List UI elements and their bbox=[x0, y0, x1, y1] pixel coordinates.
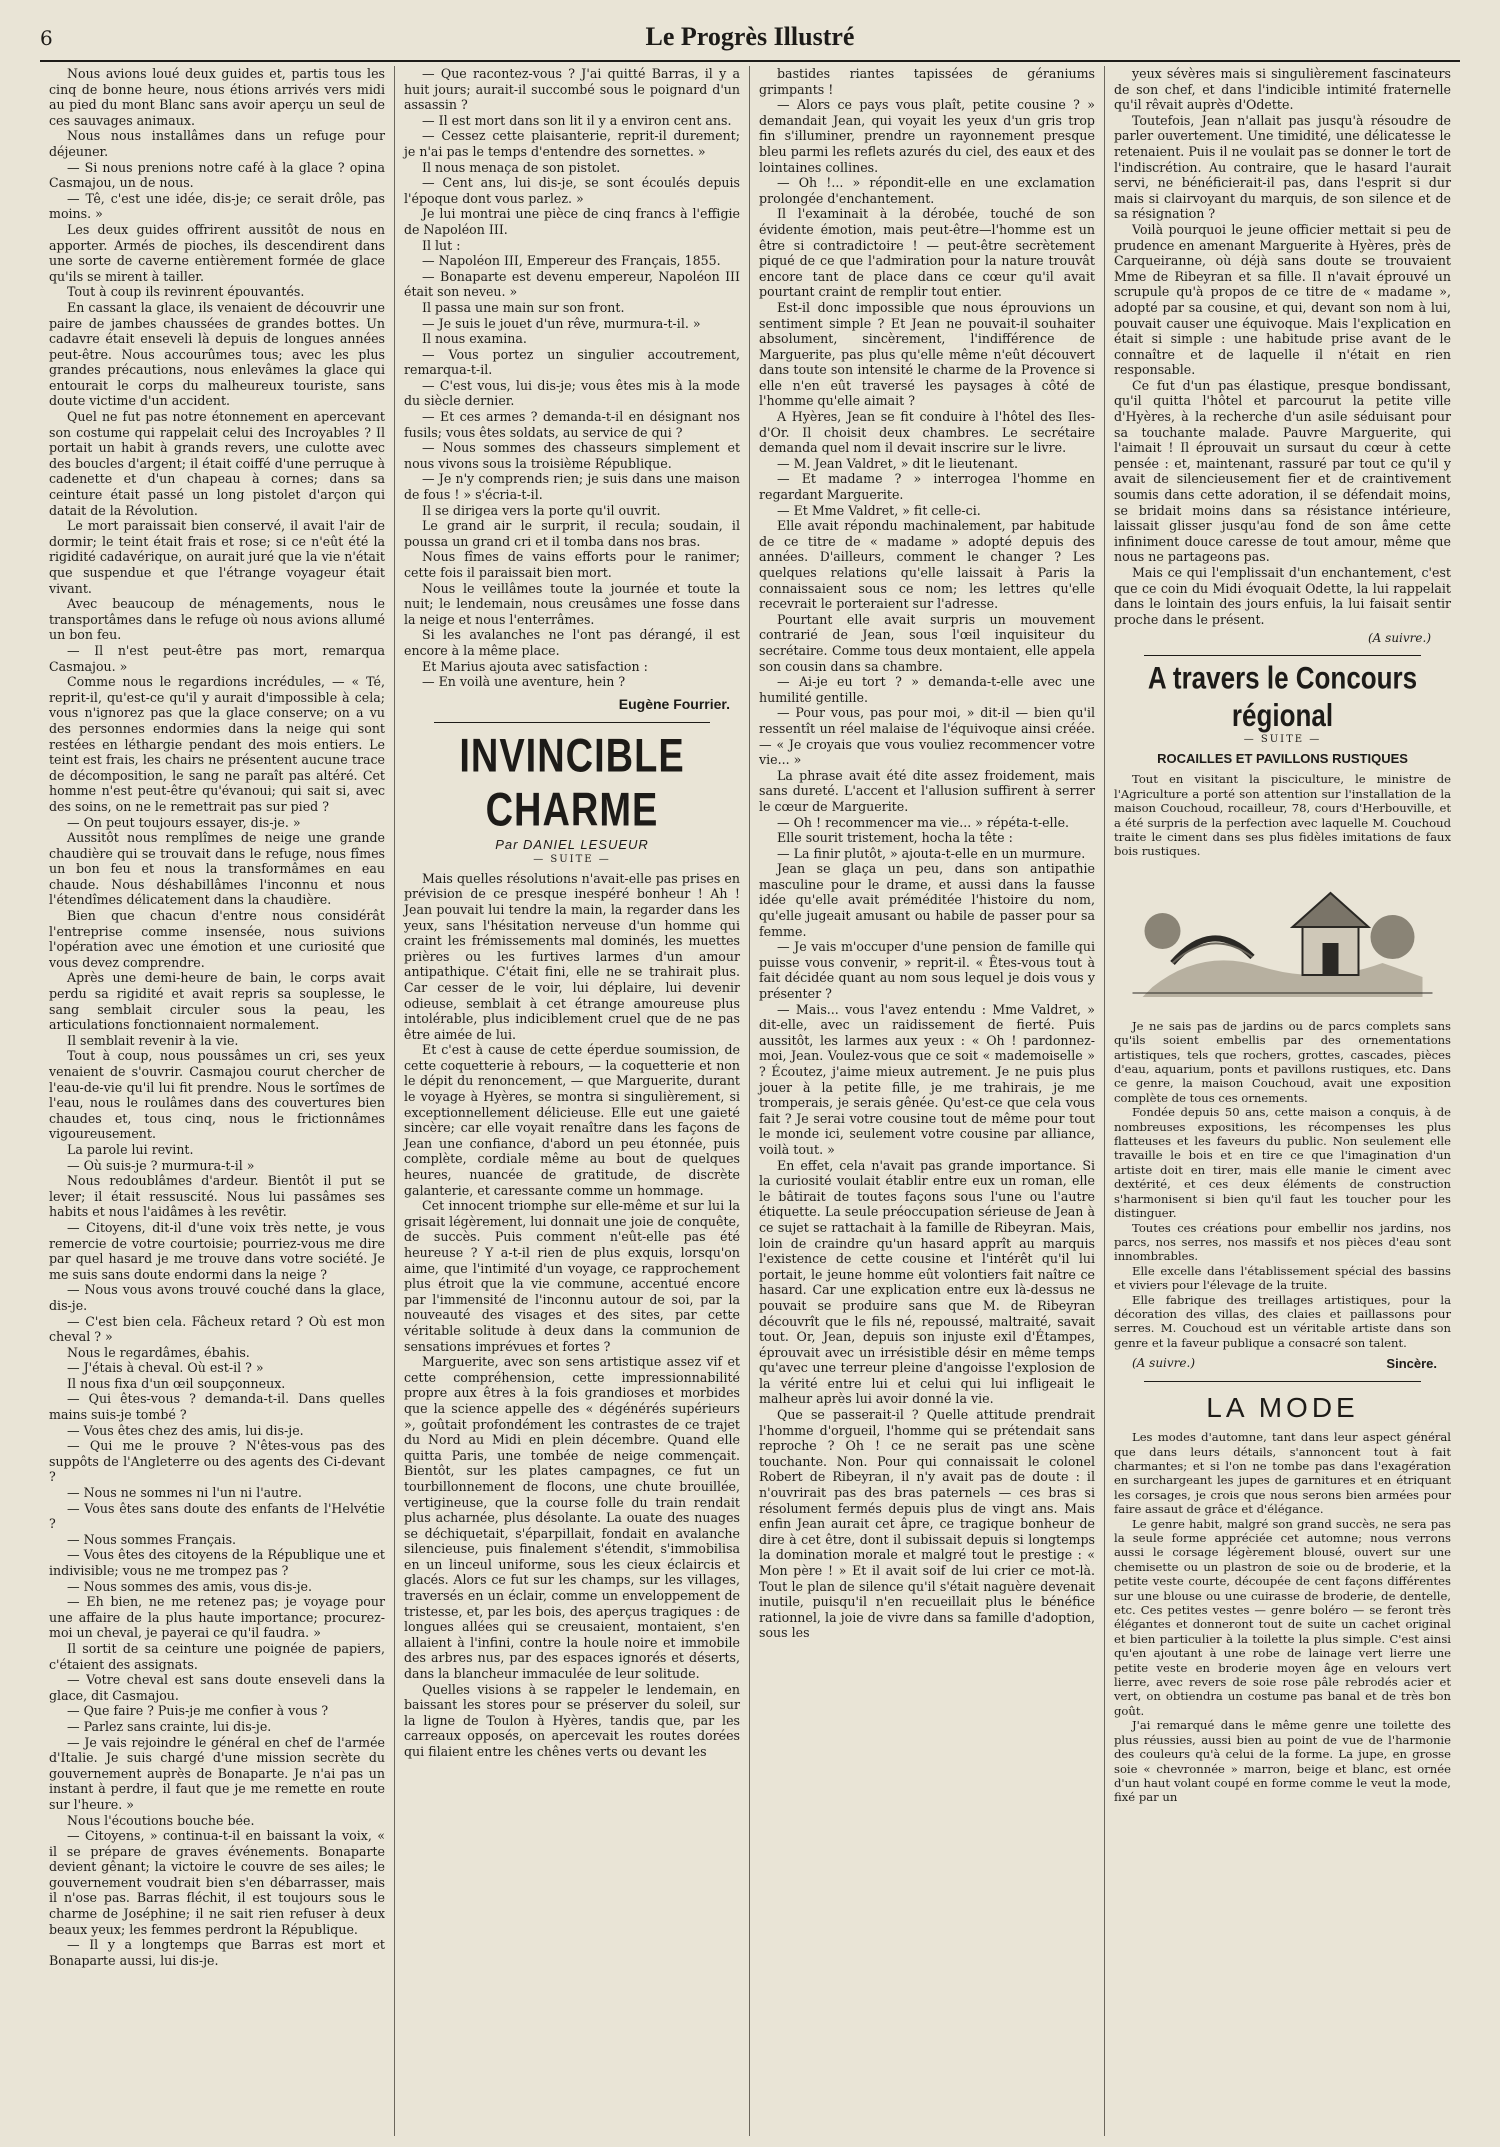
paragraph: Il sortit de sa ceinture une poignée de papiers, c'étaient des assignats. bbox=[49, 1640, 385, 1672]
paragraph: Nous fîmes de vains efforts pour le ranimer; cette fois il paraissait bien mort. bbox=[404, 549, 740, 580]
paragraph: — Vous êtes sans doute des enfants de l'Helvétie ? bbox=[49, 1500, 385, 1532]
paragraph: bastides riantes tapissées de géraniums grimpants ! bbox=[759, 66, 1095, 97]
paragraph: Et c'est à cause de cette éperdue soumission, de cette coquetterie à rebours, — la coquetterie et non le dépit du renoncement, — que Marguerite, durant le voyage à Hyères, se montra si singulièrement, si exceptionnellement délicieuse. Elle eut une gaieté sincère; car elle voyait renaître dans les façons de Jean une confiance, d'abord un peu étonnée, puis complète, cordiale même au bout de quelques heures, nuancée de gratitude, de discrète galanterie, et caressante comme un hommage. bbox=[404, 1042, 740, 1198]
subsection-title: ROCAILLES ET PAVILLONS RUSTIQUES bbox=[1157, 751, 1408, 767]
paragraph: Je lui montrai une pièce de cinq francs à l'effigie de Napoléon III. bbox=[404, 206, 740, 237]
paragraph: Avec beaucoup de ménagements, nous le transportâmes dans le refuge où nous avions allumé un bon feu. bbox=[49, 596, 385, 643]
paragraph: — Ai-je eu tort ? » demanda-t-elle avec une humilité gentille. bbox=[759, 674, 1095, 705]
divider bbox=[1144, 655, 1421, 656]
paragraph: Toutefois, Jean n'allait pas jusqu'à résoudre de parler ouvertement. Une timidité, une délicatesse le retenaient. Puis il ne voulait pas se donner le tort de l'indiscrétion. Au contraire, que le hasard l'aurait servi, ne bénéficierait-il pas, dans l'esprit si dur mais si clairvoyant du marquis, de son silence et de sa résignation ? bbox=[1114, 112, 1451, 222]
paragraph: — Eh bien, ne me retenez pas; je voyage pour une affaire de la plus haute importance; procurez-moi un cheval, je payerai ce qu'il faudra. » bbox=[49, 1594, 385, 1641]
paragraph: Nous le regardâmes, ébahis. bbox=[67, 1344, 250, 1360]
paragraph: Jean se glaça un peu, dans son antipathie masculine pour le drame, et aussi dans la fausse idée qu'elle avait préméditée l'histoire du nom, qu'elle jugeait amusant ou habile de passer pour sa femme. bbox=[759, 861, 1095, 939]
paragraph: Nous redoublâmes d'ardeur. Bientôt il put se lever; il était ressuscité. Nous lui passâmes ses habits et nous l'aidâmes à les revêtir. bbox=[49, 1173, 385, 1220]
paragraph: Cet innocent triomphe sur elle-même et sur lui la grisait légèrement, lui donnait une joie de conquête, de succès. Puis comment n'eût-elle pas été heureuse ? Y a-t-il rien de plus exquis, lorsqu'on aime, que l'intimité d'un voyage, ce rapprochement plus étroit que la vie commune, accentué encore par l'immensité de l'inconnu autour de soi, par la nouveauté des visages et des sites, par cette véritable solitude à deux dans la communion de sensations imprévues et fortes ? bbox=[404, 1198, 740, 1354]
paragraph: — Je vais rejoindre le général en chef de l'armée d'Italie. Je suis chargé d'une mission secrète du gouvernement auprès de Bonaparte. Je n'ai pas un instant à perdre, il faut que je me remette en route sur l'heure. » bbox=[49, 1734, 385, 1812]
paragraph: Quelles visions à se rappeler le lendemain, en baissant les stores pour se préserver du soleil, sur la ligne de Toulon à Hyères, tandis que, par les carreaux opposés, on apercevait les routes dorées qui filaient entre les chênes verts ou devant les bbox=[404, 1681, 740, 1759]
paragraph: — Nous sommes Français. bbox=[67, 1531, 237, 1547]
paragraph: — Je n'y comprends rien; je suis dans une maison de fous ! » s'écria-t-il. bbox=[404, 471, 740, 503]
mode-text bbox=[1114, 1430, 1451, 1805]
paragraph: — Et madame ? » interrogea l'homme en regardant Marguerite. bbox=[759, 471, 1095, 503]
paragraph: — Citoyens, » continua-t-il en baissant la voix, « il se prépare de graves événements. Bonaparte devient gênant; la victoire le couvre de ses ailes; le gouvernement voudrait bien s'en débarrasser, mais il n'ose pas. Barras fléchit, il est toujours sous le charme de Joséphine; il ne sait rien refuser à deux beaux yeux; les femmes perdront la République. bbox=[49, 1828, 385, 1937]
paragraph: Le genre habit, malgré son grand succès, ne sera pas la seule forme appréciée cet automne; nous verrons aussi le corsage légèrement blousé, ouvert sur une chemisette ou un plastron de soie ou de broderie, et la petite veste courte, découpée de cent façons différentes sur une blouse ou une cuirasse de broderie, de dentelle, etc. Ces petites vestes — genre boléro — se feront très élégantes et donneront tout de suite un cachet original et bien particulier à la toilette la plus simple. C'est ainsi qu'en ajoutant à une robe de lainage vert lierre une petite veste en broderie moyen âge en velours vert lierre, avec revers de soie rose pâle rebrodés acier et vert, on obtiendra un costume pas banal et de très bon goût. bbox=[1114, 1516, 1451, 1718]
paragraph: — Il y a longtemps que Barras est mort et Bonaparte aussi, lui dis-je. bbox=[49, 1937, 385, 1968]
paragraph: Il nous fixa d'un œil soupçonneux. bbox=[67, 1375, 286, 1391]
paragraph: Nous nous installâmes dans un refuge pour déjeuner. bbox=[49, 128, 385, 159]
paragraph: Elle sourit tristement, hocha la tête : bbox=[777, 830, 1013, 846]
paragraph: Comme nous le regardions incrédules, — « Té, reprit-il, qu'est-ce qu'il y aurait d'impossible à cela; vous n'ignorez pas que la glace conserve; on a vu des personnes endormies dans la neige qui sont restées en léthargie pendant des mois entiers. Le teint est frais, les chairs ne présentent aucune trace de décomposition, le sang ne paraît pas altéré. Cet homme n'est peut-être qu'évanoui; qui sait si, avec des soins, on ne le remettrait pas sur pied ? bbox=[49, 674, 385, 814]
garden-pavilion-illustration bbox=[1114, 867, 1451, 1005]
paragraph: Que se passerait-il ? Quelle attitude prendrait l'homme d'orgueil, l'homme qui se prétendait sans reproche ? Oh ! ce ne serait pas une scène touchante. Non. Pour qui connaissait le colonel Robert de Ribeyran, il n'y avait pas de doute : il n'ouvrirait pas des bras paternels — ces bras si résolument fermés depuis plus de vingt ans. Mais enfin Jean aurait cet âpre, ce tragique bonheur de dire à cet être, dont il subissait depuis si longtemps la domination morale et malgré tout le prestige : « Mon père ! » Et il avait soif de lui crier ce mot-là. Tout le plan de silence qu'il s'était naguère devenait inutile, puisqu'il n'en recueillait plus le bénéfice rationnel, la joie de vivre dans sa famille d'adoption, sous les bbox=[759, 1407, 1095, 1641]
mode-title: LA MODE bbox=[1206, 1392, 1359, 1424]
paragraph: — Pour vous, pas pour moi, » dit-il — bien qu'il ressentît un réel malaise de l'équivoque ainsi créée. — « Je croyais que vous vouliez recommencer votre vie... » bbox=[759, 705, 1095, 768]
masthead-title: Le Progrès Illustré bbox=[645, 22, 855, 51]
paragraph: — M. Jean Valdret, » dit le lieutenant. bbox=[777, 455, 1018, 471]
paragraph: Il passa une main sur son front. bbox=[422, 299, 625, 315]
paragraph: Le grand air le surprit, il recula; soudain, il poussa un grand cri et il tomba dans nos bras. bbox=[404, 518, 740, 549]
byline: Par DANIEL LESUEUR bbox=[495, 836, 649, 852]
paragraph: — Bonaparte est devenu empereur, Napoléon III était son neveu. » bbox=[404, 268, 740, 300]
paragraph: — Nous sommes des amis, vous dis-je. bbox=[67, 1578, 312, 1594]
paragraph: — Il n'est peut-être pas mort, remarqua Casmajou. » bbox=[49, 642, 385, 674]
paragraph: — Oh !... » répondit-elle en une exclamation prolongée d'enchantement. bbox=[759, 175, 1095, 206]
paragraph: — Et Mme Valdret, » fit celle-ci. bbox=[777, 502, 981, 518]
paragraph: Elle avait répondu machinalement, par habitude de ce titre de « madame » adopté depuis des années. D'ailleurs, comment le changer ? Les quelques relations qu'elle laissait à Paris la connaissaient sous ce nom; les lettres qu'elle recevrait le porteraient sur l'adresse. bbox=[759, 518, 1095, 612]
to-be-continued: (A suivre.) bbox=[1132, 1356, 1195, 1371]
paragraph: — Parlez sans crainte, lui dis-je. bbox=[67, 1718, 272, 1734]
paragraph: — Je vais m'occuper d'une pension de famille qui puisse vous convenir, » reprit-il. « Êtes-vous tout à fait décidée quant au nom sous lequel je dois vous y présenter ? bbox=[759, 939, 1095, 1002]
paragraph: Nous avions loué deux guides et, partis tous les cinq de bonne heure, nous étions arrivés vers midi au pied du mont Blanc sans avoir aperçu un seul de ces sauvages animaux. bbox=[49, 66, 385, 128]
paragraph: Voilà pourquoi le jeune officier mettait si peu de prudence en amenant Marguerite à Hyères, près de Carqueiranne, où déjà sans doute se trouvaient Mme de Ribeyran et sa fille. Il n'avait éprouvé un scrupule qu'à propos de ce titre de « madame », adopté par sa cousine, et qui, devant son nom à lui, pouvait causer une équivoque. Mais l'explication en était si simple : une habitude prise avant de le connaître et de laquelle il n'était en rien responsable. bbox=[1114, 221, 1451, 378]
paragraph: — Vous portez un singulier accoutrement, remarqua-t-il. bbox=[404, 346, 740, 378]
paragraph: Aussitôt nous remplîmes de neige une grande chaudière qui se trouvait dans le refuge, nous fîmes un bon feu et nous la transformâmes en eau chaude. Nous déshabillâmes l'inconnu et nous l'étendîmes délicatement dans la chaudière. bbox=[49, 830, 385, 908]
paragraph: Les deux guides offrirent aussitôt de nous en apporter. Armés de pioches, ils descendirent dans une sorte de caverne entièrement formée de glace qu'ils se mirent à tailler. bbox=[49, 221, 385, 284]
paragraph: — Oh ! recommencer ma vie... » répéta-t-elle. bbox=[777, 814, 1070, 830]
paragraph: Pourtant elle avait surpris un mouvement contrarié de Jean, sous l'œil inquisiteur du secrétaire. Comme tous deux montaient, elle appela son cousin dans sa chambre. bbox=[759, 611, 1095, 674]
paragraph: Il l'examinait à la dérobée, touché de son évidente émotion, mais peut-être—l'homme est un être si contradictoire ! — peut-être secrètement piqué de ce que l'admiration pour la nature trouvât encore tant de place dans ce cœur qu'il avait pourtant craint de remplir tout entier. bbox=[759, 206, 1095, 300]
paragraph: Il nous menaça de son pistolet. bbox=[422, 159, 621, 175]
suite-mark: — SUITE — bbox=[1243, 734, 1322, 746]
paragraph: — Qui êtes-vous ? demanda-t-il. Dans quelles mains suis-je tombé ? bbox=[49, 1391, 385, 1423]
paragraph: — Cessez cette plaisanterie, reprit-il durement; je n'ai pas le temps d'entendre des sornettes. » bbox=[404, 128, 740, 159]
column-2 bbox=[395, 66, 750, 2136]
paragraph: — Je suis le jouet d'un rêve, murmura-t-il. » bbox=[422, 315, 701, 331]
paragraph: Je ne sais pas de jardins ou de parcs complets sans qu'ils soient embellis par des ornementations artistiques, tels que rochers, grottes, cascades, pièces d'eau, aquarium, ponts et pavillons rustiques, etc. Dans ce genre, la maison Couchoud, avait une exposition complète de tous ces ornements. bbox=[1114, 1018, 1451, 1105]
paragraph: yeux sévères mais si singulièrement fascinateurs de son chef, et dans l'indicible intimité fraternelle qu'il rêvait auprès d'Odette. bbox=[1114, 66, 1451, 113]
paragraph: — Qui me le prouve ? N'êtes-vous pas des suppôts de l'Angleterre ou des agents des Ci-devant ? bbox=[49, 1438, 385, 1485]
concours-intro bbox=[1114, 772, 1451, 858]
paragraph: Toutes ces créations pour embellir nos jardins, nos parcs, nos serres, nos massifs et nos pièces d'eau sont innombrables. bbox=[1114, 1220, 1451, 1264]
paragraph: Mais ce qui l'emplissait d'un enchantement, c'est que ce coin du Midi évoquait Odette, la lui rappelait dans le lointain des jours enfuis, la lui faisait sentir proche dans le présent. bbox=[1114, 565, 1451, 627]
paragraph: — Et ces armes ? demanda-t-il en désignant nos fusils; vous êtes soldats, au service de qui ? bbox=[404, 409, 740, 440]
paragraph: — Que faire ? Puis-je me confier à vous ? bbox=[67, 1703, 329, 1719]
author-signature: Eugène Fourrier. bbox=[618, 695, 730, 712]
column-1 bbox=[40, 66, 395, 2136]
paragraph: Elle excelle dans l'établissement spécial des bassins et viviers pour l'élevage de la truite. bbox=[1114, 1263, 1451, 1293]
paragraph: Tout à coup ils revinrent épouvantés. bbox=[67, 284, 305, 300]
paragraph: J'ai remarqué dans le même genre une toilette des plus réussies, aussi bien au point de vue de l'harmonie des couleurs qu'à celui de la forme. La jupe, en grosse soie « chevronnée » marron, beige et blanc, est ornée d'un haut volant coupé en forme comme le veut la mode, fixé par un bbox=[1114, 1718, 1451, 1805]
paragraph: Tout en visitant la pisciculture, le ministre de l'Agriculture a porté son attention sur l'installation de la maison Couchoud, rocailleur, 78, cours d'Herbouville, et a été surpris de la perfection avec laquelle M. Couchoud traite le ciment dans ses plus fidèles imitations de faux bois rustiques. bbox=[1114, 772, 1451, 859]
paragraph: Tout à coup, nous poussâmes un cri, ses yeux venaient de s'ouvrir. Casmajou courut chercher de l'eau-de-vie qu'il lui fit prendre. Nous le sortîmes de l'eau, nous le roulâmes dans des couvertures bien chaudes et, tous cinq, nous le frictionnâmes vigoureusement. bbox=[49, 1048, 385, 1142]
paragraph: — Que racontez-vous ? J'ai quitté Barras, il y a huit jours; aurait-il succombé sous le poignard d'un assassin ? bbox=[404, 66, 740, 113]
paragraph: — Nous vous avons trouvé couché dans la glace, dis-je. bbox=[49, 1282, 385, 1313]
concours-footer bbox=[1132, 1356, 1437, 1371]
paragraph: — Vous êtes chez des amis, lui dis-je. bbox=[67, 1422, 304, 1438]
paragraph: — Vous êtes des citoyens de la République une et indivisible; vous ne me trompez pas ? bbox=[49, 1547, 385, 1578]
paragraph: — Nous ne sommes ni l'un ni l'autre. bbox=[67, 1485, 302, 1501]
divider bbox=[1144, 1381, 1421, 1382]
paragraph: — Votre cheval est sans doute enseveli dans la glace, dit Casmajou. bbox=[49, 1672, 385, 1703]
paragraph: Il lut : bbox=[422, 237, 461, 253]
paragraph: Ce fut d'un pas élastique, presque bondissant, qu'il quitta l'hôtel et parcourut la petite ville d'Hyères, à la recherche d'un asile séduisant pour sa touchante malade. Pauvre Marguerite, qui l'aimait ! Il éprouvait un sursaut du cœur à cette pensée : et, maintenant, rassuré par tout ce qu'il y avait de silencieusement fier et de craintivement soumis dans cette adoration, il se défendait moins, se bridait moins dans sa résistance intérieure, laissait glisser jusqu'au fond de son âme cette infiniment douce caresse de tout amour, même que nous ne partageons pas. bbox=[1114, 377, 1451, 565]
column-4 bbox=[1105, 66, 1460, 2136]
feuilleton-continued bbox=[1114, 66, 1451, 627]
paragraph: — Où suis-je ? murmura-t-il » bbox=[67, 1157, 255, 1173]
paragraph: — On peut toujours essayer, dis-je. » bbox=[67, 814, 301, 830]
section-title: A travers le Concours régional bbox=[1147, 660, 1418, 734]
paragraph: — Si nous prenions notre café à la glace ? opina Casmajou, un de nous. bbox=[49, 159, 385, 191]
page-header bbox=[40, 20, 1460, 62]
paragraph: — Mais... vous l'avez entendu : Mme Valdret, » dit-elle, avec un raidissement de fierté. Puis aussitôt, les larmes aux yeux : « Oh ! pardonnez-moi, Jean. Voulez-vous que ce soit « mademoiselle » ? Écoutez, j'aime mieux autrement. Je ne puis plus jouer à la petite fille, je me trahirais, je me tromperais, je serais gênée. Qu'est-ce que cela vous fait ? Je serai votre cousine tout de même pour tout le monde ici, seulement votre cousine par alliance, voilà tout. » bbox=[759, 1001, 1095, 1157]
divider bbox=[434, 722, 710, 723]
paragraph: Les modes d'automne, tant dans leur aspect général que dans leurs détails, s'annoncent tout à fait charmantes; et si l'on ne tombe pas dans l'exagération en surchargeant les jupes de garnitures et en étriquant les corsages, je crois que nous serons bien armées pour faire assaut de grâce et d'élégance. bbox=[1114, 1430, 1451, 1517]
suite-mark: — SUITE — bbox=[533, 853, 611, 865]
to-be-continued: (A suivre.) bbox=[1368, 631, 1431, 646]
paragraph: Si les avalanches ne l'ont pas dérangé, il est encore à la même place. bbox=[404, 627, 740, 658]
paragraph: Mais quelles résolutions n'avait-elle pas prises en prévision de ce presque inespéré bonheur ! Ah ! Jean pouvait lui tendre la main, la regarder dans les yeux, sans l'hésitation nerveuse d'un homme qui craint les frémissements mal dominés, les muettes prières ou les furtives larmes d'un amour antipathique. C'était fini, elle ne se trahirait plus. Car cesser de le voir, lui déplaire, lui devenir odieuse, semblait à cet étrange amoureuse plus intolérable, plus indiciblement cruel que de ne pas être aimée de lui. bbox=[404, 870, 740, 1042]
paragraph: Il nous examina. bbox=[422, 331, 527, 347]
feuilleton-text bbox=[404, 871, 740, 1760]
paragraph: — Cent ans, lui dis-je, se sont écoulés depuis l'époque dont vous parlez. » bbox=[404, 175, 740, 206]
paragraph: Quel ne fut pas notre étonnement en apercevant son costume qui rappelait celui des Incroyables ? Il portait un habit à grands revers, une culotte avec des boucles d'argent; il était coiffé d'une perruque à cadenette et d'un chapeau à cornes; dans sa ceinture était passé un long pistolet d'arçon qui datait de la Révolution. bbox=[49, 409, 385, 518]
paragraph: Est-il donc impossible que nous éprouvions un sentiment simple ? Et Jean ne pouvait-il souhaiter absolument, sincèrement, l'indifférence de Marguerite, pas plus qu'elle même n'eût découvert dans toute son intensité le charme de la Provence si elle n'en eût traversé les paysages à côté de l'homme qu'elle aimait ? bbox=[759, 299, 1095, 409]
paragraph: En effet, cela n'avait pas grande importance. Si la curiosité voulait établir entre eux un roman, elle le bâtirait de toutes façons sous l'une ou l'autre étiquette. La seule préoccupation sérieuse de Jean à ce sujet se rattachait à la famille de Ribeyran. Mais, loin de craindre qu'un hasard apprît au marquis l'existence de cette cousine et l'intérêt qu'il lui portait, le jeune homme eût volontiers fait naître ce hasard. Car une explication entre eux là-dessus ne pouvait se produire sans que M. de Ribeyran découvrît que le fils né, repoussé, maltraité, savait tout. Or, Jean, depuis son injuste exil d'Étampes, éprouvait avec un irrésistible désir en même temps qu'avec une terreur pleine d'angoisse l'explosion de la vérité entre lui et celui qui lui infligeait le malheur après lui avoir donné la vie. bbox=[759, 1157, 1095, 1407]
paragraph: — Alors ce pays vous plaît, petite cousine ? » demandait Jean, qui voyait les yeux d'un gris trop fin s'illuminer, prendre un rayonnement presque bleu parmi les reflets azurés du ciel, des eaux et des lointaines collines. bbox=[759, 97, 1095, 175]
paragraph: Il se dirigea vers la porte qu'il ouvrit. bbox=[422, 502, 661, 518]
paragraph: Le mort paraissait bien conservé, il avait l'air de dormir; le teint était frais et rose; si ce n'eût été la rigidité cadavérique, on aurait juré que la vie n'était que suspendue et que l'étrange voyageur était vivant. bbox=[49, 518, 385, 596]
paragraph: Nous l'écoutions bouche bée. bbox=[67, 1812, 255, 1828]
paragraph: Nous le veillâmes toute la journée et toute la nuit; le lendemain, nous creusâmes une fosse dans la neige et nous l'enterrâmes. bbox=[404, 580, 740, 627]
paragraph: En cassant la glace, ils venaient de découvrir une paire de jambes chaussées de grandes bottes. Un cadavre était enseveli là depuis de longues années peut-être. Nous accourûmes tous; avec les plus grandes précautions, nous enlevâmes la glace qui entourait le corps du malheureux touriste, sans doute victime d'un accident. bbox=[49, 299, 385, 409]
feuilleton-title: INVINCIBLE CHARME bbox=[459, 730, 685, 837]
paragraph: — En voilà une aventure, hein ? bbox=[422, 674, 626, 690]
paragraph: — Tê, c'est une idée, dis-je; ce serait drôle, pas moins. » bbox=[49, 190, 385, 222]
paragraph: — C'est bien cela. Fâcheux retard ? Où est mon cheval ? » bbox=[49, 1313, 385, 1345]
page-number: 6 bbox=[40, 26, 53, 50]
paragraph: A Hyères, Jean se fit conduire à l'hôtel des Iles-d'Or. Il choisit deux chambres. Le secrétaire demanda quel nom il devait inscrire sur le livre. bbox=[759, 409, 1095, 456]
paragraph: — Napoléon III, Empereur des Français, 1855. bbox=[422, 253, 721, 269]
paragraph: Fondée depuis 50 ans, cette maison a conquis, à de nombreuses expositions, les récompenses les plus flatteuses et les faveurs du public. Non seulement elle travaille le bois et en tire ce que l'imagination d'un artiste doit en tirer, mais elle manie le ciment avec dextérité, et ces deux éléments de construction s'harmonisent si bien qu'il faut les toucher pour les distinguer. bbox=[1114, 1105, 1451, 1221]
columns bbox=[40, 66, 1460, 2136]
paragraph: — Il est mort dans son lit il y a environ cent ans. bbox=[422, 112, 732, 128]
paragraph: — La finir plutôt, » ajouta-t-elle en un murmure. bbox=[777, 845, 1086, 861]
story-end bbox=[404, 66, 740, 690]
paragraph: La parole lui revint. bbox=[67, 1141, 194, 1157]
paragraph: Elle fabrique des treillages artistiques, pour la décoration des villas, des claies et paillassons pour serres. M. Couchoud est un véritable artiste dans son genre et la faveur publique a consacré son talent. bbox=[1114, 1292, 1451, 1350]
paragraph: Et Marius ajouta avec satisfaction : bbox=[422, 658, 648, 674]
paragraph: La phrase avait été dite assez froidement, mais sans dureté. L'accent et l'allusion suffirent à serrer le cœur de Marguerite. bbox=[759, 767, 1095, 814]
paragraph: Bien que chacun d'entre nous considérât l'entreprise comme insensée, nous suivions l'opération avec une émotion et une curiosité que vous devez comprendre. bbox=[49, 908, 385, 970]
paragraph: — C'est vous, lui dis-je; vous êtes mis à la mode du siècle dernier. bbox=[404, 377, 740, 409]
paragraph: Marguerite, avec son sens artistique assez vif et cette compréhension, cette impressionnabilité propre aux êtres à la fois grandioses et morbides que la science appelle des « dégénérés supérieurs », goûtait profondément les contrastes de ce trajet du Nord au Midi en plein décembre. Quand elle quitta Paris, une tombée de neige commençait. Bientôt, sur les plates campagnes, ce fut un tourbillonnement de flocons, une chute brouillée, vertigineuse, que la course folle du train rendait plus acharnée, plus désolante. La ouate des nuages se déchiquetait, s'éparpillait, fondait en avalanche silencieuse, puis finalement s'étendit, s'immobilisa en un linceul uniforme, sous les cieux éclaircis et glacés. Alors ce fut sur les champs, sur les villages, traversés en un éclair, comme un enveloppement de tristesse, et, par les bois, des aperçus tragiques : de longues allées qui se creusaient, montaient, s'en allaient à l'infini, contre la houle noire et immobile des arbres nus, par des espaces ignorés et déserts, dans la blancheur immaculée de leur solitude. bbox=[404, 1354, 740, 1682]
author-signature: Sincère. bbox=[1386, 1356, 1437, 1372]
column-3 bbox=[750, 66, 1105, 2136]
concours-text bbox=[1114, 1019, 1451, 1350]
paragraph: — J'étais à cheval. Où est-il ? » bbox=[67, 1360, 264, 1376]
paragraph: Il semblait revenir à la vie. bbox=[67, 1032, 239, 1048]
paragraph: — Nous sommes des chasseurs simplement et nous vivons sous la troisième République. bbox=[404, 440, 740, 471]
paragraph: Après une demi-heure de bain, le corps avait perdu sa rigidité et avait repris sa souplesse, le sang semblait circuler sous la peau, les articulations fonctionnaient normalement. bbox=[49, 970, 385, 1033]
paragraph: — Citoyens, dit-il d'une voix très nette, je vous remercie de votre courtoisie; pourriez-vous me dire par quel hasard je me trouve dans votre société. Je me suis sans doute endormi dans la neige ? bbox=[49, 1219, 385, 1282]
